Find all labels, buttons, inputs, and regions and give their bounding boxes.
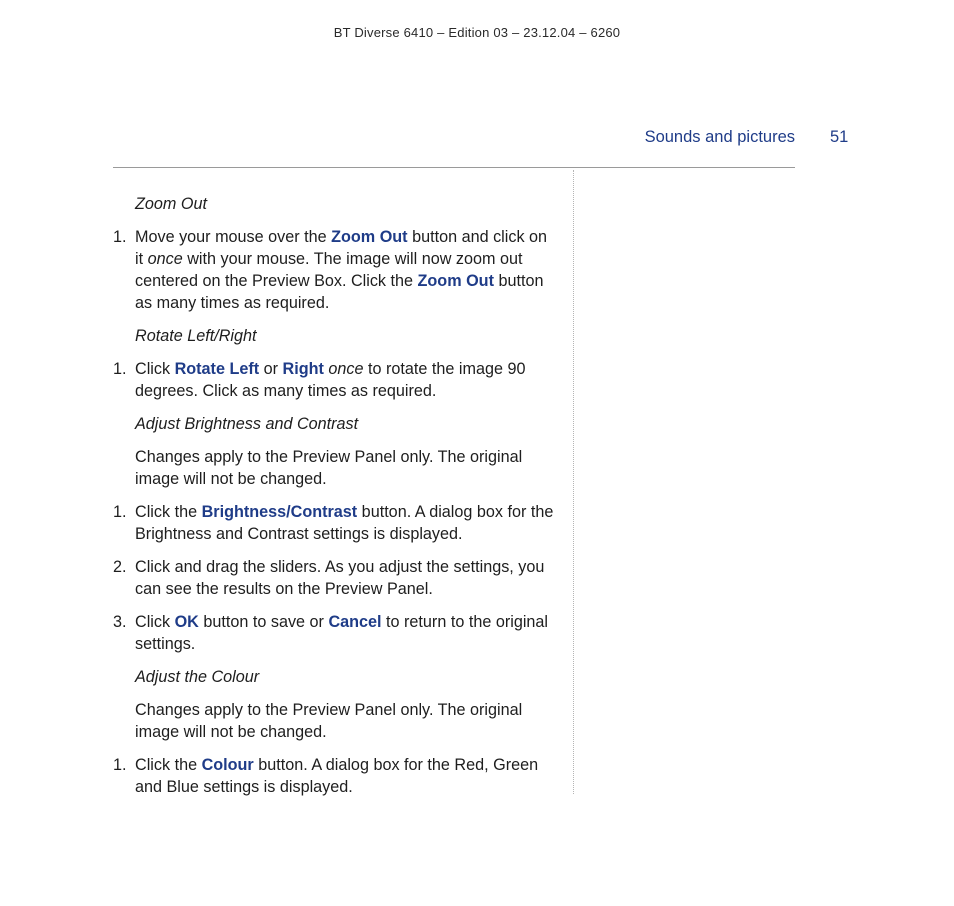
zoom-out-step-1 (113, 226, 558, 314)
step-number: 1. (113, 228, 127, 246)
emphasis-text: once (147, 250, 183, 268)
step-number: 1. (113, 503, 127, 521)
colour-intro: Changes apply to the Preview Panel only. The original image will not be changed. (135, 701, 523, 741)
rotate-step-1 (113, 358, 558, 402)
step-number: 2. (113, 558, 127, 576)
emphasis-text: once (328, 360, 364, 378)
colour-keyword: Colour (201, 756, 254, 774)
step-text: Click (135, 360, 175, 378)
zoom-out-keyword: Zoom Out (331, 228, 408, 246)
document-header: BT Diverse 6410 – Edition 03 – 23.12.04 – 6260 (333, 25, 621, 40)
main-content (113, 193, 558, 809)
brightness-step-3 (113, 611, 558, 655)
step-text: button. A dialog box for the Red, Green and Blue settings is displayed. (135, 756, 539, 796)
step-text: button to save or (198, 613, 329, 631)
brightness-heading: Adjust Brightness and Contrast (135, 415, 359, 433)
step-number: 1. (113, 756, 127, 774)
step-text: Click the (135, 503, 202, 521)
step-number: 1. (113, 360, 127, 378)
step-text: button and click on it (135, 228, 548, 268)
ok-keyword: OK (174, 613, 199, 631)
zoom-out-heading: Zoom Out (135, 195, 207, 213)
column-divider (573, 170, 574, 794)
step-text: Click the (135, 756, 202, 774)
step-number: 3. (113, 613, 127, 631)
step-text: Click and drag the sliders. As you adjust the settings, you can see the results on the Preview Panel. (135, 558, 545, 598)
header-rule (113, 167, 795, 168)
rotate-left-keyword: Rotate Left (174, 360, 260, 378)
section-title: Sounds and pictures (644, 128, 795, 146)
step-text: button as many times as required. (135, 272, 544, 312)
brightness-step-2 (113, 556, 558, 600)
step-text: button. A dialog box for the Brightness and Contrast settings is displayed. (135, 503, 554, 543)
page-number: 51 (830, 128, 849, 146)
colour-heading: Adjust the Colour (135, 668, 260, 686)
step-text: Move your mouse over the (135, 228, 332, 246)
step-text: or (259, 360, 283, 378)
cancel-keyword: Cancel (328, 613, 382, 631)
step-text: with your mouse. The image will now zoom out centered on the Preview Box. Click the (135, 250, 523, 290)
rotate-heading: Rotate Left/Right (135, 327, 257, 345)
brightness-contrast-keyword: Brightness/Contrast (201, 503, 358, 521)
colour-step-1 (113, 754, 558, 798)
step-text: to rotate the image 90 degrees. Click as many times as required. (135, 360, 526, 400)
brightness-intro: Changes apply to the Preview Panel only. The original image will not be changed. (135, 448, 523, 488)
rotate-right-keyword: Right (282, 360, 324, 378)
brightness-step-1 (113, 501, 558, 545)
step-text: Click (135, 613, 175, 631)
step-text: to return to the original settings. (135, 613, 549, 653)
zoom-out-keyword: Zoom Out (417, 272, 494, 290)
